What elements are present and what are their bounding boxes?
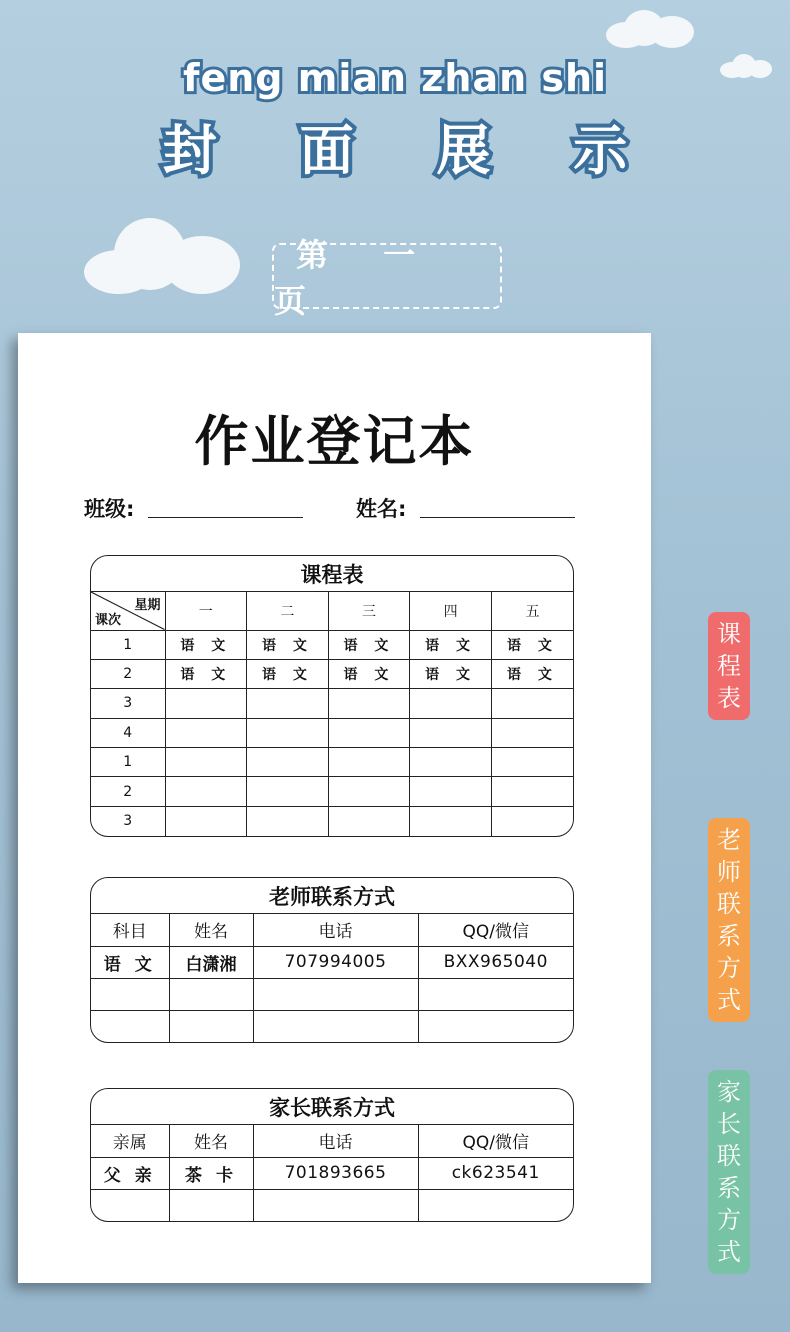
qq-wechat-cell [418, 1010, 573, 1042]
period-number: 1 [91, 630, 165, 659]
schedule-row [91, 748, 573, 777]
column-header: 亲属 [91, 1125, 169, 1157]
schedule-cell: 语 文 [247, 630, 329, 659]
schedule-row [91, 659, 573, 688]
day-header: 五 [491, 592, 573, 630]
schedule-cell [410, 689, 492, 718]
column-header: 电话 [253, 914, 418, 946]
schedule-cell: 语 文 [491, 659, 573, 688]
schedule-cell [247, 689, 329, 718]
teacher-contacts-table [91, 914, 573, 1042]
day-header: 四 [410, 592, 492, 630]
notebook-cover-sheet [18, 333, 651, 1283]
schedule-cell [247, 806, 329, 835]
subject-cell: 语 文 [91, 946, 169, 978]
relation-cell [91, 1189, 169, 1221]
schedule-row [91, 630, 573, 659]
schedule-cell [410, 748, 492, 777]
schedule-cell [328, 689, 410, 718]
schedule-cell: 语 文 [328, 630, 410, 659]
schedule-table [91, 592, 573, 836]
schedule-row [91, 718, 573, 747]
cloud-decoration [606, 8, 696, 50]
name-input-line [420, 517, 575, 518]
page-badge: 第 一 页 [272, 243, 502, 309]
schedule-cell [328, 806, 410, 835]
qq-wechat-cell: ck623541 [418, 1157, 573, 1189]
period-number: 2 [91, 659, 165, 688]
schedule-cell [165, 718, 247, 747]
schedule-cell [165, 806, 247, 835]
teacher-contacts-panel [90, 877, 574, 1043]
pinyin-heading: feng mian zhan shi [182, 56, 608, 100]
qq-wechat-cell [418, 978, 573, 1010]
period-number: 1 [91, 748, 165, 777]
schedule-cell: 语 文 [491, 630, 573, 659]
weekday-axis-label: 星期 [134, 598, 161, 613]
teacher-row [91, 946, 573, 978]
schedule-cell [410, 718, 492, 747]
column-header: 电话 [253, 1125, 418, 1157]
book-title: 作业登记本 [194, 410, 475, 473]
schedule-title: 课程表 [91, 556, 573, 592]
day-header: 一 [165, 592, 247, 630]
parent-row [91, 1157, 573, 1189]
schedule-header-row [91, 592, 573, 630]
schedule-cell [410, 777, 492, 806]
schedule-cell [491, 748, 573, 777]
parent-contacts-panel [90, 1088, 574, 1222]
schedule-row [91, 806, 573, 835]
schedule-cell [328, 777, 410, 806]
teacher-row [91, 1010, 573, 1042]
teacher-contacts-title: 老师联系方式 [91, 878, 573, 914]
qq-wechat-cell: BXX965040 [418, 946, 573, 978]
teacher-name-cell [169, 1010, 253, 1042]
parent-header-row [91, 1125, 573, 1157]
phone-cell [253, 978, 418, 1010]
teacher-name-cell: 白潇湘 [169, 946, 253, 978]
class-input-line [148, 517, 303, 518]
side-tab-teacher-contacts: 老师联系方式 [708, 818, 750, 1022]
parent-name-cell: 茶 卡 [169, 1157, 253, 1189]
schedule-corner-cell [91, 592, 165, 630]
schedule-cell [247, 748, 329, 777]
side-tab-schedule: 课程表 [708, 612, 750, 720]
subject-cell [91, 978, 169, 1010]
schedule-cell: 语 文 [410, 630, 492, 659]
schedule-cell [491, 806, 573, 835]
subject-cell [91, 1010, 169, 1042]
schedule-cell: 语 文 [247, 659, 329, 688]
period-number: 3 [91, 806, 165, 835]
day-header: 三 [328, 592, 410, 630]
schedule-panel [90, 555, 574, 837]
schedule-cell [491, 777, 573, 806]
qq-wechat-cell [418, 1189, 573, 1221]
period-number: 4 [91, 718, 165, 747]
parent-row [91, 1189, 573, 1221]
teacher-row [91, 978, 573, 1010]
schedule-row [91, 777, 573, 806]
column-header: QQ/微信 [418, 1125, 573, 1157]
schedule-cell: 语 文 [165, 659, 247, 688]
schedule-cell: 语 文 [165, 630, 247, 659]
parent-name-cell [169, 1189, 253, 1221]
schedule-cell: 语 文 [328, 659, 410, 688]
column-header: QQ/微信 [418, 914, 573, 946]
schedule-cell: 语 文 [410, 659, 492, 688]
period-number: 2 [91, 777, 165, 806]
schedule-cell [165, 689, 247, 718]
period-number: 3 [91, 689, 165, 718]
schedule-cell [165, 748, 247, 777]
side-tab-parent-contacts: 家长联系方式 [708, 1070, 750, 1274]
teacher-header-row [91, 914, 573, 946]
class-label: 班级: [84, 497, 135, 521]
schedule-cell [328, 718, 410, 747]
phone-cell: 701893665 [253, 1157, 418, 1189]
schedule-cell [410, 806, 492, 835]
schedule-cell [247, 718, 329, 747]
column-header: 姓名 [169, 1125, 253, 1157]
schedule-cell [165, 777, 247, 806]
schedule-cell [328, 748, 410, 777]
schedule-row [91, 689, 573, 718]
day-header: 二 [247, 592, 329, 630]
period-axis-label: 课次 [95, 612, 122, 628]
parent-contacts-table [91, 1125, 573, 1221]
schedule-cell [491, 689, 573, 718]
cloud-decoration [84, 210, 244, 300]
column-header: 科目 [91, 914, 169, 946]
teacher-name-cell [169, 978, 253, 1010]
phone-cell: 707994005 [253, 946, 418, 978]
column-header: 姓名 [169, 914, 253, 946]
headline: 封 面 展 示 [162, 119, 660, 182]
schedule-cell [247, 777, 329, 806]
phone-cell [253, 1010, 418, 1042]
name-label: 姓名: [356, 497, 407, 521]
parent-contacts-title: 家长联系方式 [91, 1089, 573, 1125]
phone-cell [253, 1189, 418, 1221]
relation-cell: 父 亲 [91, 1157, 169, 1189]
schedule-cell [491, 718, 573, 747]
